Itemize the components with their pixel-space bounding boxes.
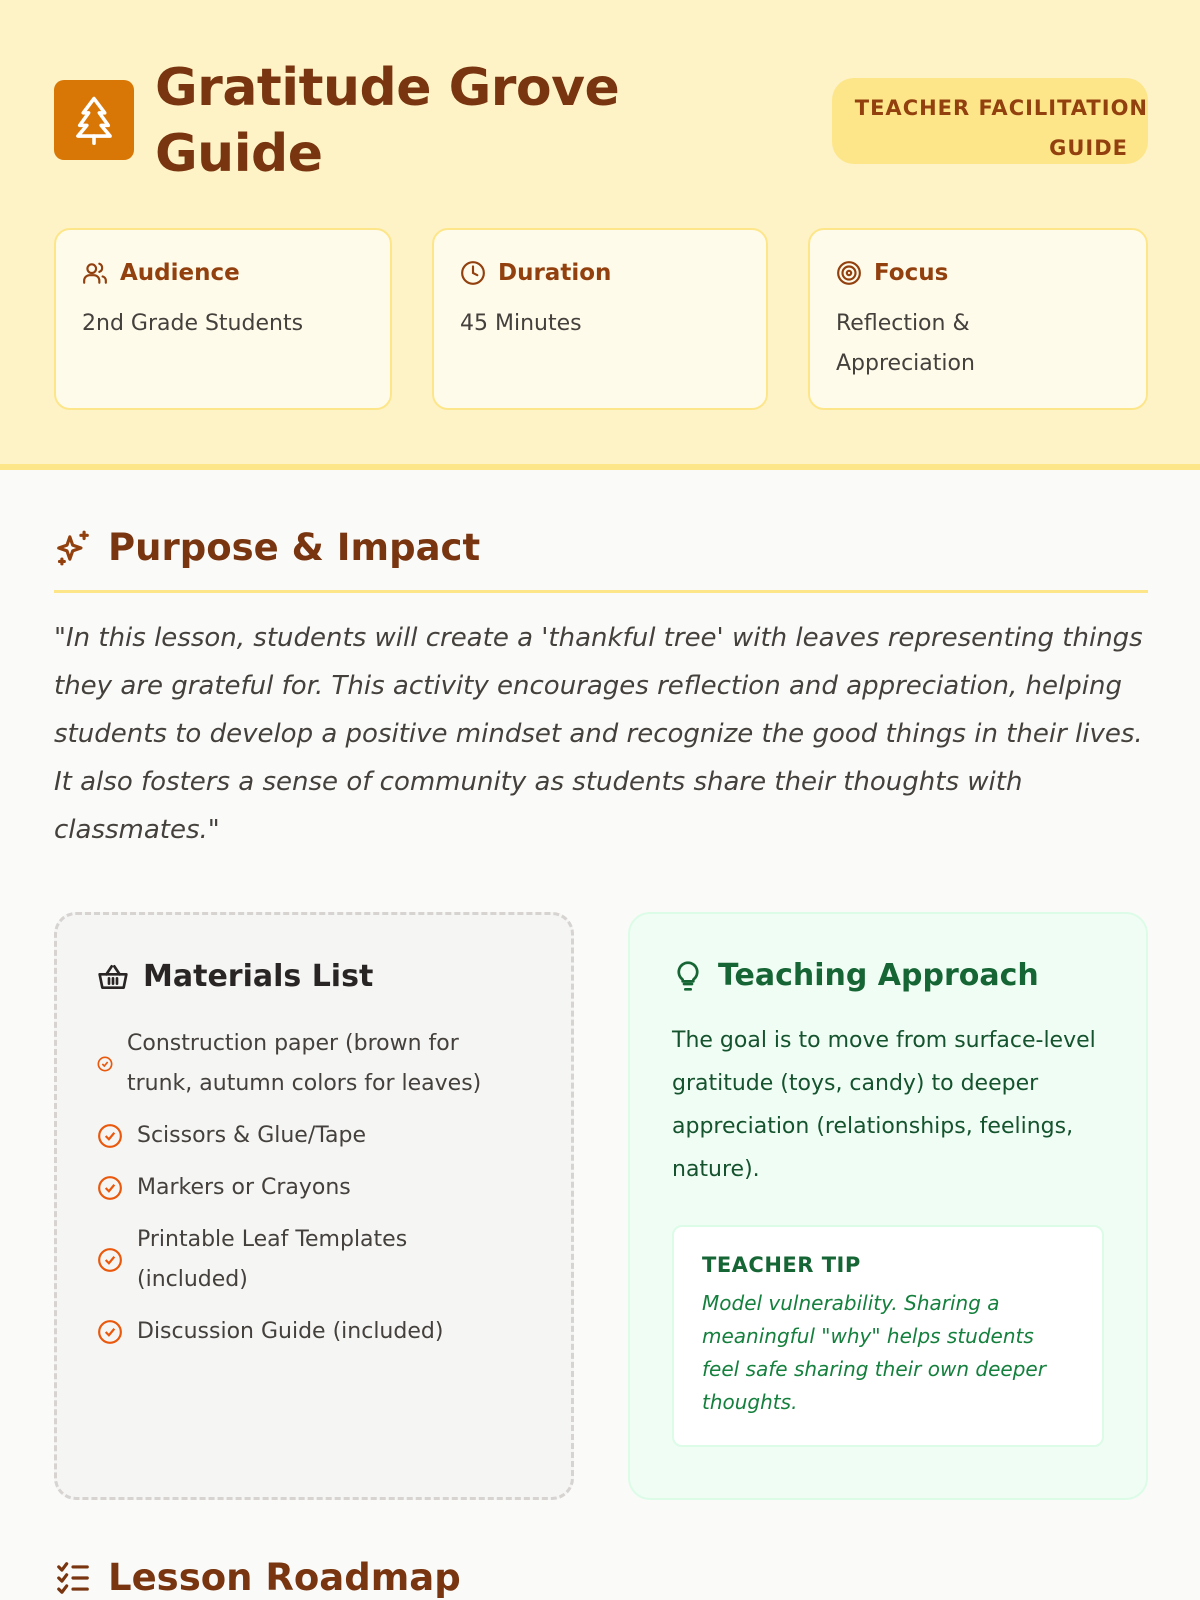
material-text: Printable Leaf Templates (included): [137, 1227, 408, 1292]
duration-label: Duration: [498, 260, 612, 286]
material-text: Construction paper (brown for trunk, autumn colors for leaves): [127, 1031, 482, 1096]
list-checks-icon: [54, 1559, 92, 1597]
target-icon: [836, 260, 862, 286]
audience-value: 2nd Grade Students: [82, 311, 304, 336]
teaching-approach-panel: [628, 912, 1148, 1500]
pine-tree-icon: [72, 95, 116, 145]
approach-heading: Teaching Approach: [718, 958, 1039, 993]
materials-list: [97, 1024, 531, 1352]
list-item: [97, 1312, 531, 1352]
material-text: Scissors & Glue/Tape: [137, 1123, 367, 1148]
check-circle-icon: [97, 1056, 113, 1072]
teacher-tip-box: [672, 1225, 1104, 1447]
badge-line-1: TEACHER FACILITATION: [854, 96, 1148, 120]
material-text: Markers or Crayons: [137, 1175, 351, 1200]
info-card-focus: [808, 228, 1148, 410]
purpose-quote: "In this lesson, students will create a 'thankful tree' with leaves representing things they are grateful for. This activity encourages reflection and appreciation, helping students to develop a positive mindset and recognize the good things in their lives. It also fosters a sense of community as students share their thoughts with classmates.": [54, 623, 1143, 845]
tip-text: Model vulnerability. Sharing a meaningful "why" helps students feel safe sharing their own deeper thoughts.: [702, 1291, 1046, 1414]
sparkles-icon: [54, 529, 92, 567]
section-divider: [54, 590, 1148, 593]
approach-text: The goal is to move from surface-level gratitude (toys, candy) to deeper appreciation (relationships, feelings, nature).: [672, 1028, 1096, 1182]
guide-type-badge: [832, 78, 1148, 164]
materials-panel: [54, 912, 574, 1500]
check-circle-icon: [97, 1247, 123, 1273]
info-card-audience: [54, 228, 392, 410]
badge-line-2: GUIDE: [1049, 136, 1128, 160]
materials-heading: Materials List: [143, 959, 374, 994]
info-card-duration: [432, 228, 768, 410]
duration-value: 45 Minutes: [460, 311, 582, 336]
list-item: [97, 1220, 531, 1300]
list-item: [97, 1168, 531, 1208]
list-item: [97, 1024, 531, 1104]
purpose-heading-text: Purpose & Impact: [108, 526, 481, 569]
roadmap-heading: [54, 1556, 461, 1599]
basket-icon: [97, 961, 129, 993]
page-title: Gratitude Grove Guide: [155, 58, 620, 184]
focus-label: Focus: [874, 260, 949, 286]
focus-value: Reflection & Appreciation: [836, 311, 975, 376]
tip-title: TEACHER TIP: [702, 1253, 861, 1277]
logo: [54, 80, 134, 160]
check-circle-icon: [97, 1123, 123, 1149]
check-circle-icon: [97, 1319, 123, 1345]
audience-label: Audience: [120, 260, 240, 286]
list-item: [97, 1116, 531, 1156]
material-text: Discussion Guide (included): [137, 1319, 444, 1344]
clock-icon: [460, 260, 486, 286]
roadmap-heading-text: Lesson Roadmap: [108, 1556, 461, 1599]
purpose-heading: [54, 526, 480, 569]
check-circle-icon: [97, 1175, 123, 1201]
users-icon: [82, 260, 108, 286]
header-banner: [0, 0, 1200, 470]
lightbulb-icon: [672, 960, 704, 992]
